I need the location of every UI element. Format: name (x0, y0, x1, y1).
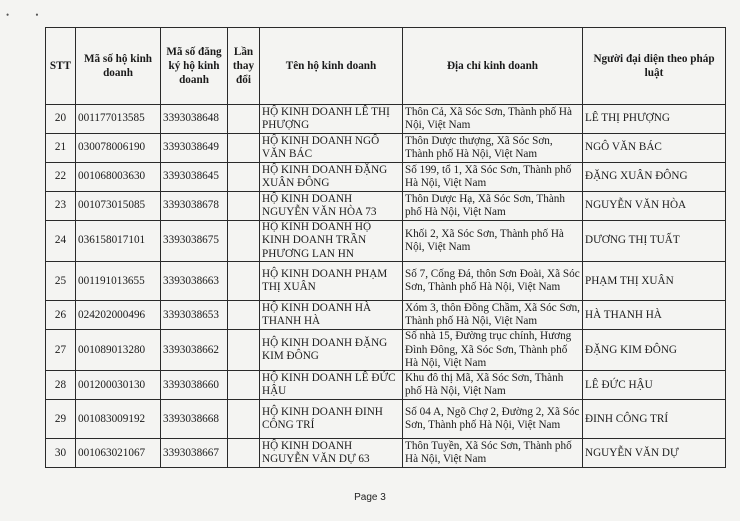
scan-specks: • • (6, 10, 51, 20)
row-business-code: 001089013280 (76, 330, 161, 371)
row-change-count (228, 301, 260, 330)
row-legal-representative: PHẠM THỊ XUÂN (583, 262, 726, 301)
business-registry-table (45, 27, 726, 468)
header-business-code: Mã số hộ kinh doanh (76, 28, 161, 105)
row-stt: 23 (46, 192, 76, 221)
table-row (46, 163, 726, 192)
row-business-name: HỘ KINH DOANH NGUYỄN VĂN HÒA 73 (260, 192, 403, 221)
row-stt: 24 (46, 221, 76, 262)
row-change-count (228, 221, 260, 262)
row-registration-code: 3393038649 (161, 134, 228, 163)
row-legal-representative: LÊ THỊ PHƯỢNG (583, 105, 726, 134)
table-row (46, 192, 726, 221)
row-business-name: HỘ KINH DOANH ĐINH CÔNG TRÍ (260, 400, 403, 439)
row-business-code: 001200030130 (76, 371, 161, 400)
row-business-address: Thôn Dược thượng, Xã Sóc Sơn, Thành phố Hà Nội, Việt Nam (403, 134, 583, 163)
row-business-name: HỘ KINH DOANH HỘ KINH DOANH TRẦN PHƯƠNG LAN HN (260, 221, 403, 262)
row-legal-representative: DƯƠNG THỊ TUẤT (583, 221, 726, 262)
row-business-name: HỘ KINH DOANH LÊ THỊ PHƯỢNG (260, 105, 403, 134)
row-registration-code: 3393038678 (161, 192, 228, 221)
row-legal-representative: NGUYỄN VĂN HÒA (583, 192, 726, 221)
header-change-count: Lần thay đổi (228, 28, 260, 105)
row-business-code: 030078006190 (76, 134, 161, 163)
row-stt: 26 (46, 301, 76, 330)
row-business-name: HỘ KINH DOANH HÀ THANH HÀ (260, 301, 403, 330)
row-change-count (228, 400, 260, 439)
row-change-count (228, 192, 260, 221)
row-stt: 22 (46, 163, 76, 192)
row-registration-code: 3393038675 (161, 221, 228, 262)
row-stt: 30 (46, 439, 76, 468)
row-stt: 25 (46, 262, 76, 301)
row-legal-representative: ĐINH CÔNG TRÍ (583, 400, 726, 439)
row-stt: 20 (46, 105, 76, 134)
row-business-code: 024202000496 (76, 301, 161, 330)
row-legal-representative: NGÔ VĂN BÁC (583, 134, 726, 163)
row-registration-code: 3393038663 (161, 262, 228, 301)
row-business-name: HỘ KINH DOANH ĐẶNG KIM ĐÔNG (260, 330, 403, 371)
row-business-address: Xóm 3, thôn Đồng Chầm, Xã Sóc Sơn, Thành phố Hà Nội, Việt Nam (403, 301, 583, 330)
row-business-name: HỘ KINH DOANH PHẠM THỊ XUÂN (260, 262, 403, 301)
table-row (46, 371, 726, 400)
row-change-count (228, 439, 260, 468)
table-row (46, 439, 726, 468)
row-change-count (228, 371, 260, 400)
row-business-address: Thôn Dược Hạ, Xã Sóc Sơn, Thành phố Hà Nội, Việt Nam (403, 192, 583, 221)
row-business-code: 001073015085 (76, 192, 161, 221)
row-registration-code: 3393038662 (161, 330, 228, 371)
row-legal-representative: ĐẶNG KIM ĐÔNG (583, 330, 726, 371)
row-business-name: HỘ KINH DOANH NGÔ VĂN BÁC (260, 134, 403, 163)
row-stt: 21 (46, 134, 76, 163)
row-business-code: 001191013655 (76, 262, 161, 301)
row-registration-code: 3393038648 (161, 105, 228, 134)
row-business-code: 001063021067 (76, 439, 161, 468)
row-business-address: Số 199, tổ 1, Xã Sóc Sơn, Thành phố Hà Nội, Việt Nam (403, 163, 583, 192)
row-legal-representative: ĐẶNG XUÂN ĐÔNG (583, 163, 726, 192)
row-stt: 27 (46, 330, 76, 371)
row-business-code: 001083009192 (76, 400, 161, 439)
table-row (46, 105, 726, 134)
row-change-count (228, 262, 260, 301)
row-business-address: Thôn Tuyền, Xã Sóc Sơn, Thành phố Hà Nội, Việt Nam (403, 439, 583, 468)
row-change-count (228, 163, 260, 192)
row-legal-representative: NGUYỄN VĂN DỰ (583, 439, 726, 468)
row-business-address: Số nhà 15, Đường trục chính, Hương Đình Đông, Xã Sóc Sơn, Thành phố Hà Nội, Việt Nam (403, 330, 583, 371)
row-business-code: 001068003630 (76, 163, 161, 192)
table-row (46, 134, 726, 163)
header-business-address: Địa chỉ kinh doanh (403, 28, 583, 105)
row-business-name: HỘ KINH DOANH LÊ ĐỨC HẬU (260, 371, 403, 400)
header-stt: STT (46, 28, 76, 105)
row-registration-code: 3393038668 (161, 400, 228, 439)
row-registration-code: 3393038645 (161, 163, 228, 192)
row-change-count (228, 330, 260, 371)
header-legal-representative: Người đại diện theo pháp luật (583, 28, 726, 105)
table-row (46, 262, 726, 301)
table-row (46, 301, 726, 330)
table-row (46, 221, 726, 262)
row-business-name: HỘ KINH DOANH NGUYỄN VĂN DỰ 63 (260, 439, 403, 468)
row-change-count (228, 134, 260, 163)
row-change-count (228, 105, 260, 134)
header-registration-code: Mã số đăng ký hộ kinh doanh (161, 28, 228, 105)
row-business-name: HỘ KINH DOANH ĐẶNG XUÂN ĐÔNG (260, 163, 403, 192)
row-legal-representative: LÊ ĐỨC HẬU (583, 371, 726, 400)
table-row (46, 400, 726, 439)
row-business-address: Khu đô thị Mã, Xã Sóc Sơn, Thành phố Hà Nội, Việt Nam (403, 371, 583, 400)
header-row (46, 28, 726, 105)
header-business-name: Tên hộ kinh doanh (260, 28, 403, 105)
row-business-address: Số 7, Cống Đá, thôn Sơn Đoài, Xã Sóc Sơn, Thành phố Hà Nội, Việt Nam (403, 262, 583, 301)
row-business-code: 036158017101 (76, 221, 161, 262)
row-business-address: Thôn Cả, Xã Sóc Sơn, Thành phố Hà Nội, Việt Nam (403, 105, 583, 134)
table-row (46, 330, 726, 371)
row-stt: 28 (46, 371, 76, 400)
row-business-code: 001177013585 (76, 105, 161, 134)
row-business-address: Số 04 A, Ngõ Chợ 2, Đường 2, Xã Sóc Sơn, Thành phố Hà Nội, Việt Nam (403, 400, 583, 439)
row-registration-code: 3393038667 (161, 439, 228, 468)
row-stt: 29 (46, 400, 76, 439)
row-business-address: Khối 2, Xã Sóc Sơn, Thành phố Hà Nội, Việt Nam (403, 221, 583, 262)
row-registration-code: 3393038660 (161, 371, 228, 400)
row-registration-code: 3393038653 (161, 301, 228, 330)
row-legal-representative: HÀ THANH HÀ (583, 301, 726, 330)
page-number: Page 3 (354, 492, 386, 503)
